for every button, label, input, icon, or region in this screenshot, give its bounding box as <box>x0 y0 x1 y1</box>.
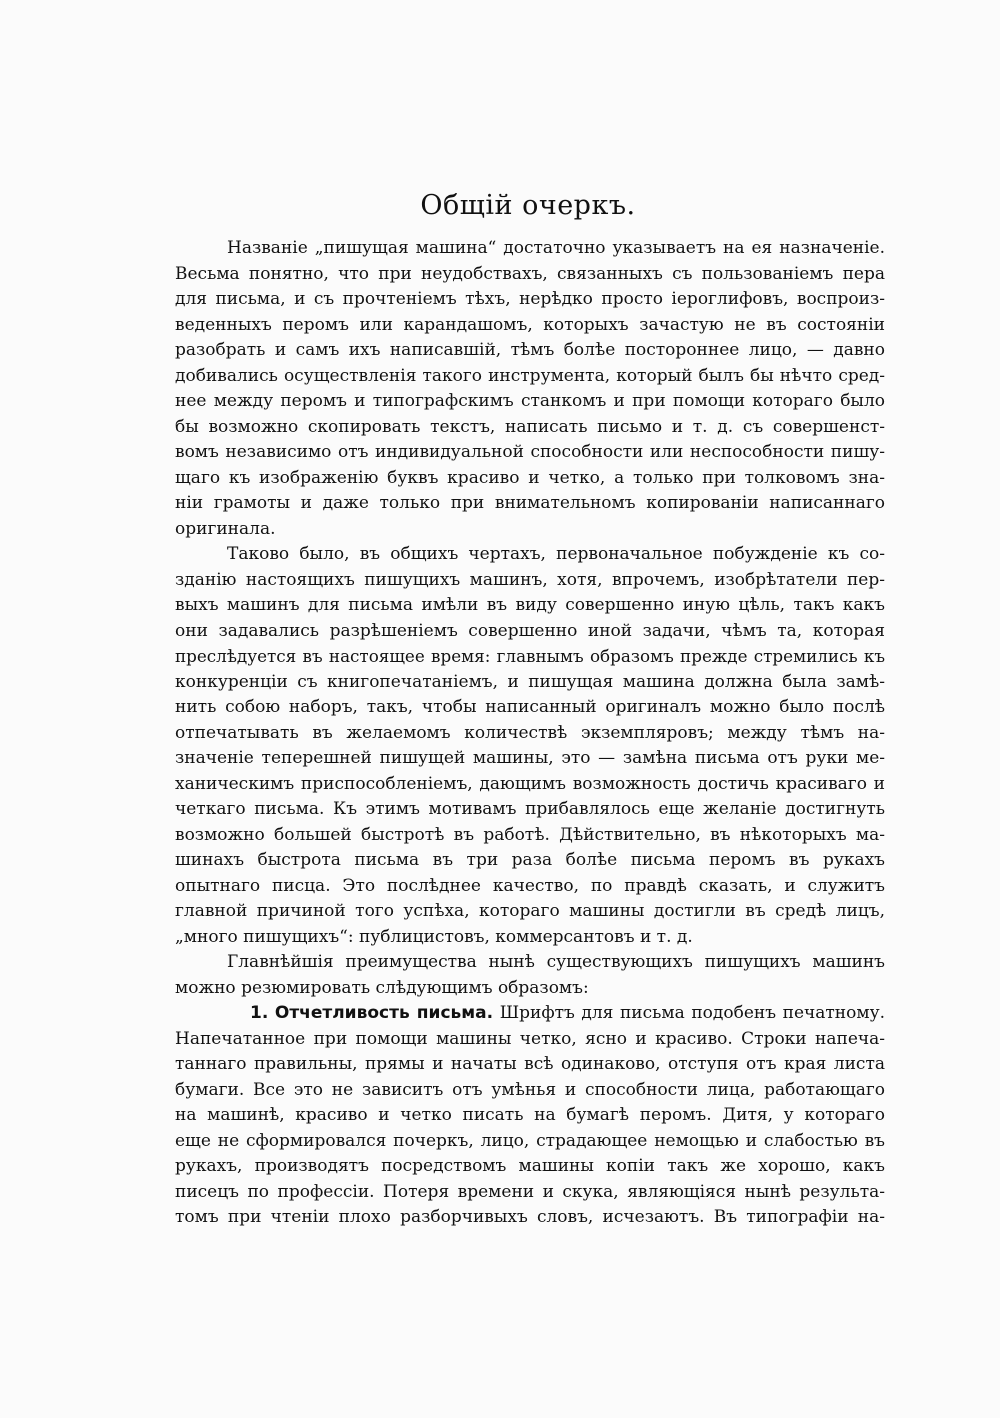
text-line: опытнаго писца. Это послѣднее качество, по правдѣ сказать, и служитъ <box>175 875 885 896</box>
text-line: для письма, и съ прочтеніемъ тѣхъ, нерѣдко просто іероглифовъ, воспроиз- <box>175 289 885 309</box>
text-line: главной причиной того успѣха, котораго машины достигли въ средѣ лицъ, <box>175 901 885 921</box>
text-line: оригинала. <box>175 518 276 539</box>
text-line: выхъ машинъ для письма имѣли въ виду совершенно иную цѣль, такъ какъ <box>175 595 885 615</box>
text-line: на машинѣ, красиво и четко писать на бумагѣ перомъ. Дитя, у котораго <box>175 1105 885 1125</box>
text-line: веденныхъ перомъ или карандашомъ, которыхъ зачастую не въ состояніи <box>175 314 885 335</box>
text-line: четкаго письма. Къ этимъ мотивамъ прибавлялось еще желаніе достигнуть <box>175 799 885 819</box>
text-line: щаго къ изображенію буквъ красиво и четко, а только при толковомъ зна- <box>175 467 885 488</box>
text-line: добивались осуществленія такого инструмента, который былъ бы нѣчто сред- <box>175 365 885 386</box>
text-line: бумаги. Все это не зависитъ отъ умѣнья и способности лица, работающаго <box>175 1079 885 1100</box>
text-line: ханическимъ приспособленіемъ, дающимъ возможность достичь красиваго и <box>175 773 885 794</box>
text-line: возможно большей быстротѣ въ работѣ. Дѣйствительно, въ нѣкоторыхъ ма- <box>175 824 885 845</box>
text-line: нее между перомъ и типографскимъ станкомъ и при помощи котораго было <box>175 391 885 411</box>
text-line: нить собою наборъ, такъ, чтобы написанный оригиналъ можно было послѣ <box>175 697 885 717</box>
text-line: они задавались разрѣшеніемъ совершенно иной задачи, чѣмъ та, которая <box>175 620 885 641</box>
body-text <box>175 236 885 1231</box>
item-number: 1. <box>250 1003 269 1023</box>
text-line: бы возможно скопировать текстъ, написать письмо и т. д. съ совершенст- <box>175 416 885 437</box>
text-line: отпечатывать въ желаемомъ количествѣ экземпляровъ; между тѣмъ на- <box>175 722 885 743</box>
text-line: Таково было, въ общихъ чертахъ, первоначальное побужденіе къ со- <box>227 544 885 564</box>
text-line: можно резюмировать слѣдующимъ образомъ: <box>175 977 589 998</box>
text-line: таннаго правильны, прямы и начаты всѣ одинаково, отступя отъ края листа <box>175 1054 885 1074</box>
text-line: значеніе теперешней пишущей машины, это — замѣна письма отъ руки ме- <box>175 748 885 768</box>
text-line: Напечатанное при помощи машины четко, ясно и красиво. Строки напеча- <box>175 1028 885 1049</box>
numbered-item-first-line <box>175 1001 885 1027</box>
text-line: томъ при чтеніи плохо разборчивыхъ словъ, исчезаютъ. Въ типографіи на- <box>175 1207 885 1227</box>
text-line: преслѣдуется въ настоящее время: главнымъ образомъ прежде стремились къ <box>175 646 885 666</box>
text-line: зданію настоящихъ пишущихъ машинъ, хотя, впрочемъ, изобрѣтатели пер- <box>175 569 885 590</box>
text-line: Весьма понятно, что при неудобствахъ, связанныхъ съ пользованіемъ пера <box>175 263 885 284</box>
text-line: конкуренціи съ книгопечатаніемъ, и пишущая машина должна была замѣ- <box>175 671 885 692</box>
text-line: вомъ независимо отъ индивидуальной способности или неспособности пишу- <box>175 442 885 462</box>
text-line: еще не сформировался почеркъ, лицо, страдающее немощью и слабостью въ <box>175 1130 885 1151</box>
item-heading: Отчетливость письма. <box>274 1003 494 1023</box>
text-line: рукахъ, производятъ посредствомъ машины копіи такъ же хорошо, какъ <box>175 1156 885 1176</box>
text-line: писецъ по профессіи. Потеря времени и скука, являющіяся нынѣ результа- <box>175 1181 885 1202</box>
text-line: шинахъ быстрота письма въ три раза болѣе письма перомъ въ рукахъ <box>175 850 885 870</box>
text-line: „много пишущихъ“: публицистовъ, коммерсантовъ и т. д. <box>175 926 693 947</box>
page-title: Общій очеркъ. <box>420 190 636 221</box>
text-line: Главнѣйшія преимущества нынѣ существующихъ пишущихъ машинъ <box>227 952 885 972</box>
item-text: Шрифтъ для письма подобенъ печатному. <box>499 1003 885 1023</box>
text-line: разобрать и самъ ихъ написавшій, тѣмъ болѣе постороннее лицо, — давно <box>175 340 885 360</box>
text-line: Названіе „пишущая машина“ достаточно указываетъ на ея назначеніе. <box>227 238 885 258</box>
text-line: ніи грамоты и даже только при внимательномъ копированіи написаннаго <box>175 493 885 513</box>
